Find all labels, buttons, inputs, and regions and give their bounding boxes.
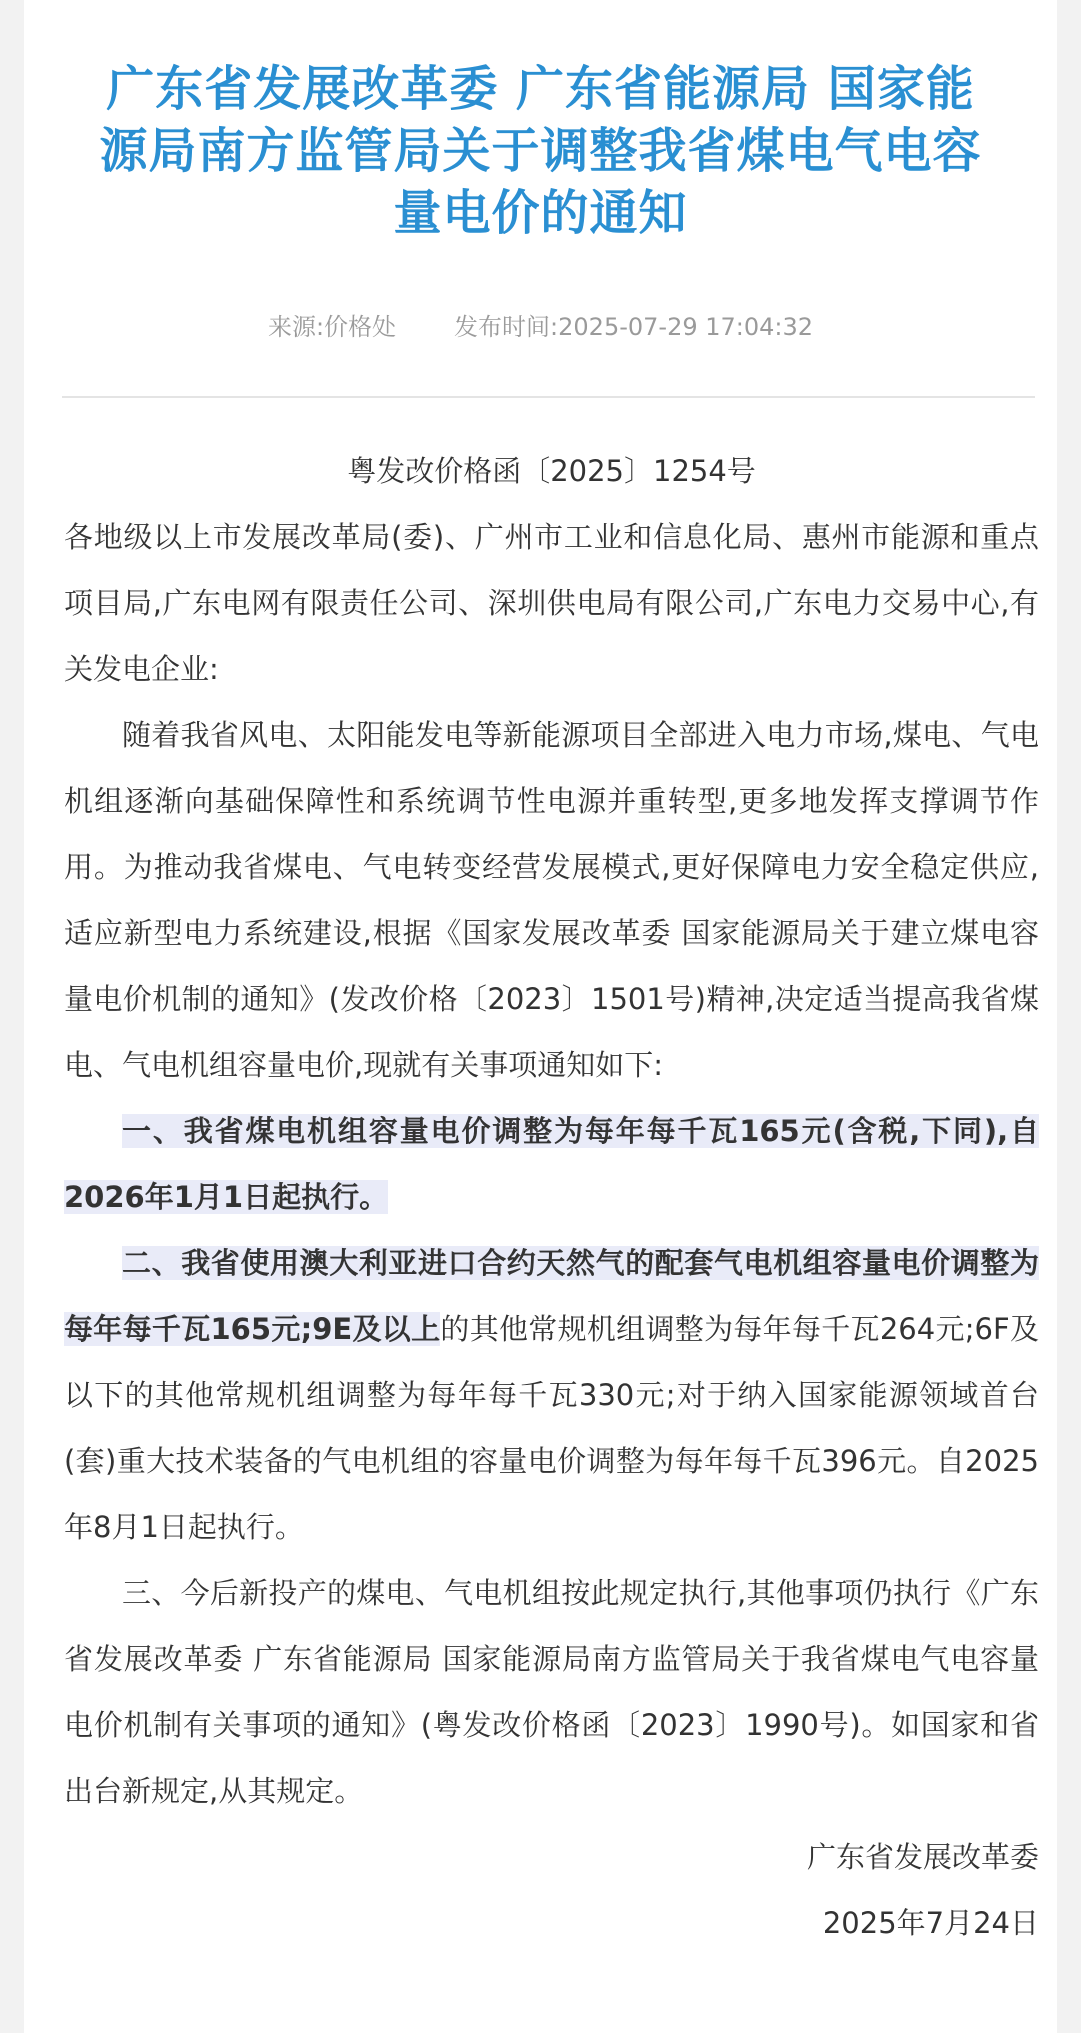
divider bbox=[62, 396, 1035, 398]
article-title: 广东省发展改革委 广东省能源局 国家能源局南方监管局关于调整我省煤电气电容量电价的通知 bbox=[99, 61, 982, 241]
intro-paragraph: 随着我省风电、太阳能发电等新能源项目全部进入电力市场,煤电、气电机组逐渐向基础保障性和系统调节性电源并重转型,更多地发挥支撑调节作用。为推动我省煤电、气电转变经营发展模式,更好保障电力安全稳定供应,适应新型电力系统建设,根据《国家发展改革委 国家能源局关于建立煤电容量电价机制的通知》(发改价格〔2023〕1501号)精神,决定适当提高我省煤电、气电机组容量电价,现就有关事项通知如下: bbox=[64, 718, 1039, 1082]
signature-date: 2025年7月24日 bbox=[822, 1906, 1039, 1940]
publish-time: 发布时间:2025-07-29 17:04:32 bbox=[454, 313, 814, 341]
item-2-rest: 的其他常规机组调整为每年每千瓦264元;6F及以下的其他常规机组调整为每年每千瓦330元;对于纳入国家能源领域首台(套)重大技术装备的气电机组的容量电价调整为每年每千瓦396元。自2025年8月1日起执行。 bbox=[64, 1312, 1039, 1544]
item-2-highlight: 二、我省使用澳大利亚进口合约天然气的配套气电机组容量电价调整为每年每千瓦165元;9E及以上 bbox=[64, 1246, 1039, 1346]
item-1-highlight: 一、我省煤电机组容量电价调整为每年每千瓦165元(含税,下同),自2026年1月1日起执行。 bbox=[64, 1114, 1039, 1214]
document-number: 粤发改价格函〔2025〕1254号 bbox=[347, 454, 756, 488]
article-meta bbox=[24, 307, 1057, 347]
article-body bbox=[64, 438, 1039, 1956]
item-3: 三、今后新投产的煤电、气电机组按此规定执行,其他事项仍执行《广东省发展改革委 广东省能源局 国家能源局南方监管局关于我省煤电气电容量电价机制有关事项的通知》(粤发改价格函〔2023〕1990号)。如国家和省出台新规定,从其规定。 bbox=[64, 1576, 1039, 1808]
addressees: 各地级以上市发展改革局(委)、广州市工业和信息化局、惠州市能源和重点项目局,广东电网有限责任公司、深圳供电局有限公司,广东电力交易中心,有关发电企业: bbox=[64, 520, 1039, 686]
item-2 bbox=[64, 1230, 1039, 1560]
source-label: 来源:价格处 bbox=[267, 313, 397, 341]
signature: 广东省发展改革委 bbox=[806, 1840, 1039, 1874]
item-1 bbox=[64, 1098, 1039, 1230]
article-page bbox=[24, 0, 1057, 2033]
